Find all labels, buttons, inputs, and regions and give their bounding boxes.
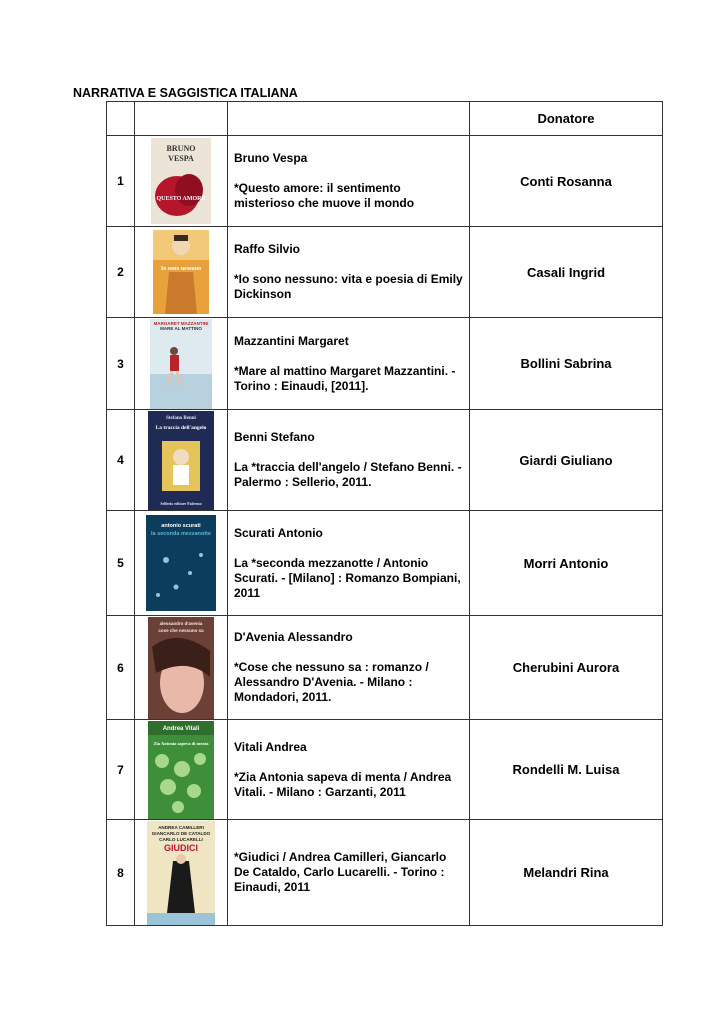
- table-row: [107, 410, 663, 511]
- donations-table: [106, 101, 663, 926]
- book-cover: [148, 411, 214, 510]
- book-author: Bruno Vespa: [234, 151, 308, 165]
- book-cover: [148, 721, 214, 819]
- svg-text:ANDREA CAMILLERI: ANDREA CAMILLERI: [158, 824, 204, 830]
- svg-text:QUESTO AMORE: QUESTO AMORE: [156, 196, 206, 202]
- donor-name: Bollini Sabrina: [470, 318, 663, 410]
- table-row: [107, 227, 663, 318]
- table-row: [107, 720, 663, 820]
- book-author: Raffo Silvio: [234, 242, 301, 256]
- donor-name: Casali Ingrid: [470, 227, 663, 318]
- book-cover: [146, 515, 216, 611]
- row-number: 8: [107, 820, 135, 926]
- table-row: [107, 820, 663, 926]
- donor-name: Rondelli M. Luisa: [470, 720, 663, 820]
- book-author: Mazzantini Margaret: [234, 333, 349, 348]
- donor-name: Conti Rosanna: [470, 136, 663, 227]
- svg-text:BRUNO: BRUNO: [166, 144, 196, 153]
- table-row: [107, 616, 663, 720]
- book-author: Vitali Andrea: [234, 739, 307, 754]
- row-number: 4: [107, 410, 135, 511]
- donor-name: Melandri Rina: [470, 820, 663, 926]
- svg-text:La traccia dell'angelo: La traccia dell'angelo: [155, 424, 207, 431]
- header-desc-cell: [228, 102, 470, 136]
- book-author: Benni Stefano: [234, 430, 315, 444]
- svg-text:VESPA: VESPA: [168, 154, 194, 163]
- book-author: D'Avenia Alessandro: [234, 630, 353, 644]
- svg-text:antonio scurati: antonio scurati: [161, 523, 201, 529]
- book-cover: [148, 617, 214, 719]
- svg-text:GIUDICI: GIUDICI: [163, 842, 199, 853]
- svg-text:MARGARET MAZZANTINI: MARGARET MAZZANTINI: [153, 320, 209, 326]
- donor-name: Giardi Giuliano: [470, 410, 663, 511]
- book-title: *Mare al mattino Margaret Mazzantini. - Torino : Einaudi, [2011].: [234, 363, 456, 393]
- svg-text:Andrea Vitali: Andrea Vitali: [162, 725, 200, 732]
- header-num-cell: [107, 102, 135, 136]
- book-title: La *seconda mezzanotte / Antonio Scurati. - [Milano] : Romanzo Bompiani, 2011: [234, 555, 461, 600]
- table-row: [107, 318, 663, 410]
- row-number: 3: [107, 318, 135, 410]
- book-cover: [150, 319, 212, 409]
- donor-name: Morri Antonio: [470, 511, 663, 616]
- table-header-row: [107, 102, 663, 136]
- svg-text:Sellerio editore Palermo: Sellerio editore Palermo: [160, 500, 202, 506]
- book-cover: [151, 138, 211, 224]
- book-cover: [147, 821, 215, 925]
- table-row: [107, 136, 663, 227]
- header-donor: Donatore: [470, 102, 663, 136]
- svg-text:Stefano Benni: Stefano Benni: [166, 415, 196, 421]
- book-author: Scurati Antonio: [234, 525, 323, 540]
- book-cover: [153, 230, 209, 314]
- book-title: *Zia Antonia sapeva di menta / Andrea Vitali. - Milano : Garzanti, 2011: [234, 769, 452, 799]
- row-number: 6: [107, 616, 135, 720]
- book-title: *Cose che nessuno sa : romanzo / Alessandro D'Avenia. - Milano : Mondadori, 2011.: [234, 660, 429, 704]
- svg-text:Io sono nessuno: Io sono nessuno: [160, 266, 202, 272]
- donor-name: Cherubini Aurora: [470, 616, 663, 720]
- svg-text:MARE AL MATTINO: MARE AL MATTINO: [160, 325, 202, 331]
- header-cover-cell: [135, 102, 228, 136]
- book-title: *Questo amore: il sentimento misterioso che muove il mondo: [234, 181, 415, 210]
- book-title: *Giudici / Andrea Camilleri, Giancarlo De Cataldo, Carlo Lucarelli. - Torino : Einaudi, 2011: [234, 850, 447, 894]
- book-title: La *traccia dell'angelo / Stefano Benni. - Palermo : Sellerio, 2011.: [234, 460, 462, 489]
- row-number: 5: [107, 511, 135, 616]
- row-number: 7: [107, 720, 135, 820]
- svg-text:Zia Antonia sapeva di menta: Zia Antonia sapeva di menta: [153, 740, 209, 746]
- svg-text:cose che nessuno sa: cose che nessuno sa: [158, 627, 204, 633]
- svg-text:CARLO LUCARELLI: CARLO LUCARELLI: [159, 836, 203, 842]
- row-number: 1: [107, 136, 135, 227]
- svg-text:la seconda mezzanotte: la seconda mezzanotte: [151, 531, 211, 537]
- page-title: NARRATIVA E SAGGISTICA ITALIANA: [73, 86, 298, 100]
- svg-text:alessandro d'avenia: alessandro d'avenia: [159, 620, 203, 626]
- table-row: [107, 511, 663, 616]
- book-title: *Io sono nessuno: vita e poesia di Emily Dickinson: [234, 272, 463, 301]
- row-number: 2: [107, 227, 135, 318]
- svg-text:GIANCARLO DE CATALDO: GIANCARLO DE CATALDO: [151, 830, 211, 836]
